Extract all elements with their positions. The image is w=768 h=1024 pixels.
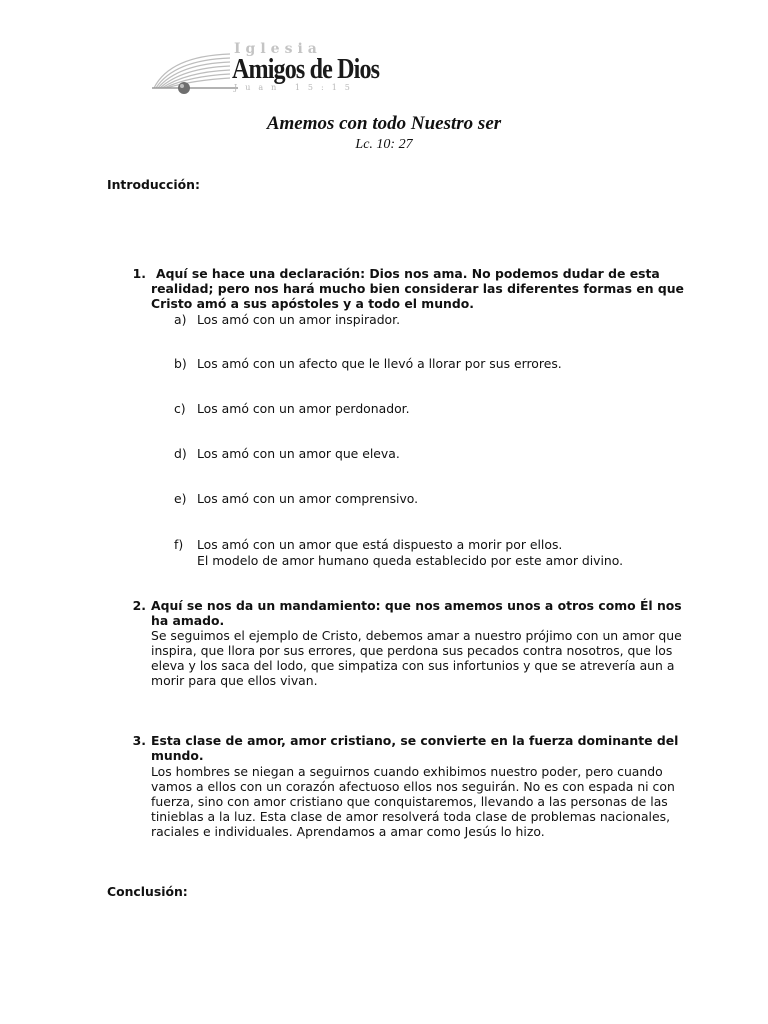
point-heading-line: Aquí se nos da un mandamiento: que nos amemos unos a otros como Él nos [151, 598, 682, 613]
point-body-line: Se seguimos el ejemplo de Cristo, debemos amar a nuestro prójimo con un amor que [151, 628, 682, 643]
list-item-letter: e) [174, 491, 187, 506]
list-item-letter: a) [174, 312, 187, 327]
point-heading-line: mundo. [151, 748, 204, 763]
list-item-letter: d) [174, 446, 187, 461]
list-item-text: Los amó con un amor inspirador. [197, 312, 401, 327]
list-item-text: Los amó con un amor que eleva. [197, 446, 400, 461]
church-logo [150, 41, 380, 96]
conclusion-label: Conclusión: [107, 884, 188, 899]
point-heading-line: realidad; pero nos hará mucho bien considerar las diferentes formas en que [151, 281, 684, 296]
logo-name-text: Amigos de Dios [232, 54, 380, 85]
sermon-title: Amemos con todo Nuestro ser [266, 113, 502, 134]
point-body-line: Los hombres se niegan a seguirnos cuando exhibimos nuestro poder, pero cuando [151, 764, 663, 779]
point-number: 2. [132, 598, 146, 613]
list-item-letter: c) [174, 401, 186, 416]
scripture-reference: Lc. 10: 27 [355, 137, 413, 152]
logo-verse-text: Juan 15:15 [234, 83, 358, 92]
globe-logo-icon [150, 48, 240, 94]
logo-iglesia-text: Iglesia [234, 41, 322, 57]
introduction-label: Introducción: [107, 177, 200, 192]
point-number: 3. [132, 733, 146, 748]
point-body-line: raciales e individuales. Aprendamos a amar como Jesús lo hizo. [151, 824, 545, 839]
point-body-line: fuerza, sino con amor cristiano que conquistaremos, llevando a las personas de las [151, 794, 668, 809]
list-item-text: Los amó con un amor que está dispuesto a morir por ellos. [197, 537, 563, 552]
point-body-line: morir para que ellos vivan. [151, 673, 318, 688]
point-closing-text: El modelo de amor humano queda establecido por este amor divino. [197, 553, 624, 568]
point-heading-line: Esta clase de amor, amor cristiano, se convierte en la fuerza dominante del [151, 733, 679, 748]
point-heading-line: Cristo amó a sus apóstoles y a todo el mundo. [151, 296, 474, 311]
list-item-text: Los amó con un amor perdonador. [197, 401, 410, 416]
point-heading-line: ha amado. [151, 613, 225, 628]
point-body-line: eleva y los saca del lodo, que simpatiza con sus infortunios y que se atrevería aun a [151, 658, 675, 673]
point-heading-line: Aquí se hace una declaración: Dios nos ama. No podemos dudar de esta [156, 266, 660, 281]
list-item-text: Los amó con un afecto que le llevó a llorar por sus errores. [197, 356, 562, 371]
point-number: 1. [132, 266, 146, 281]
point-body-line: tinieblas a la luz. Esta clase de amor resolverá toda clase de problemas nacionales, [151, 809, 671, 824]
list-item-letter: f) [174, 537, 184, 552]
point-body-line: vamos a ellos con un corazón afectuoso ellos nos seguirán. No es con espada ni con [151, 779, 675, 794]
list-item-letter: b) [174, 356, 187, 371]
point-body-line: inspira, que llora por sus errores, que perdona sus pecados contra nosotros, que los [151, 643, 673, 658]
list-item-text: Los amó con un amor comprensivo. [197, 491, 419, 506]
